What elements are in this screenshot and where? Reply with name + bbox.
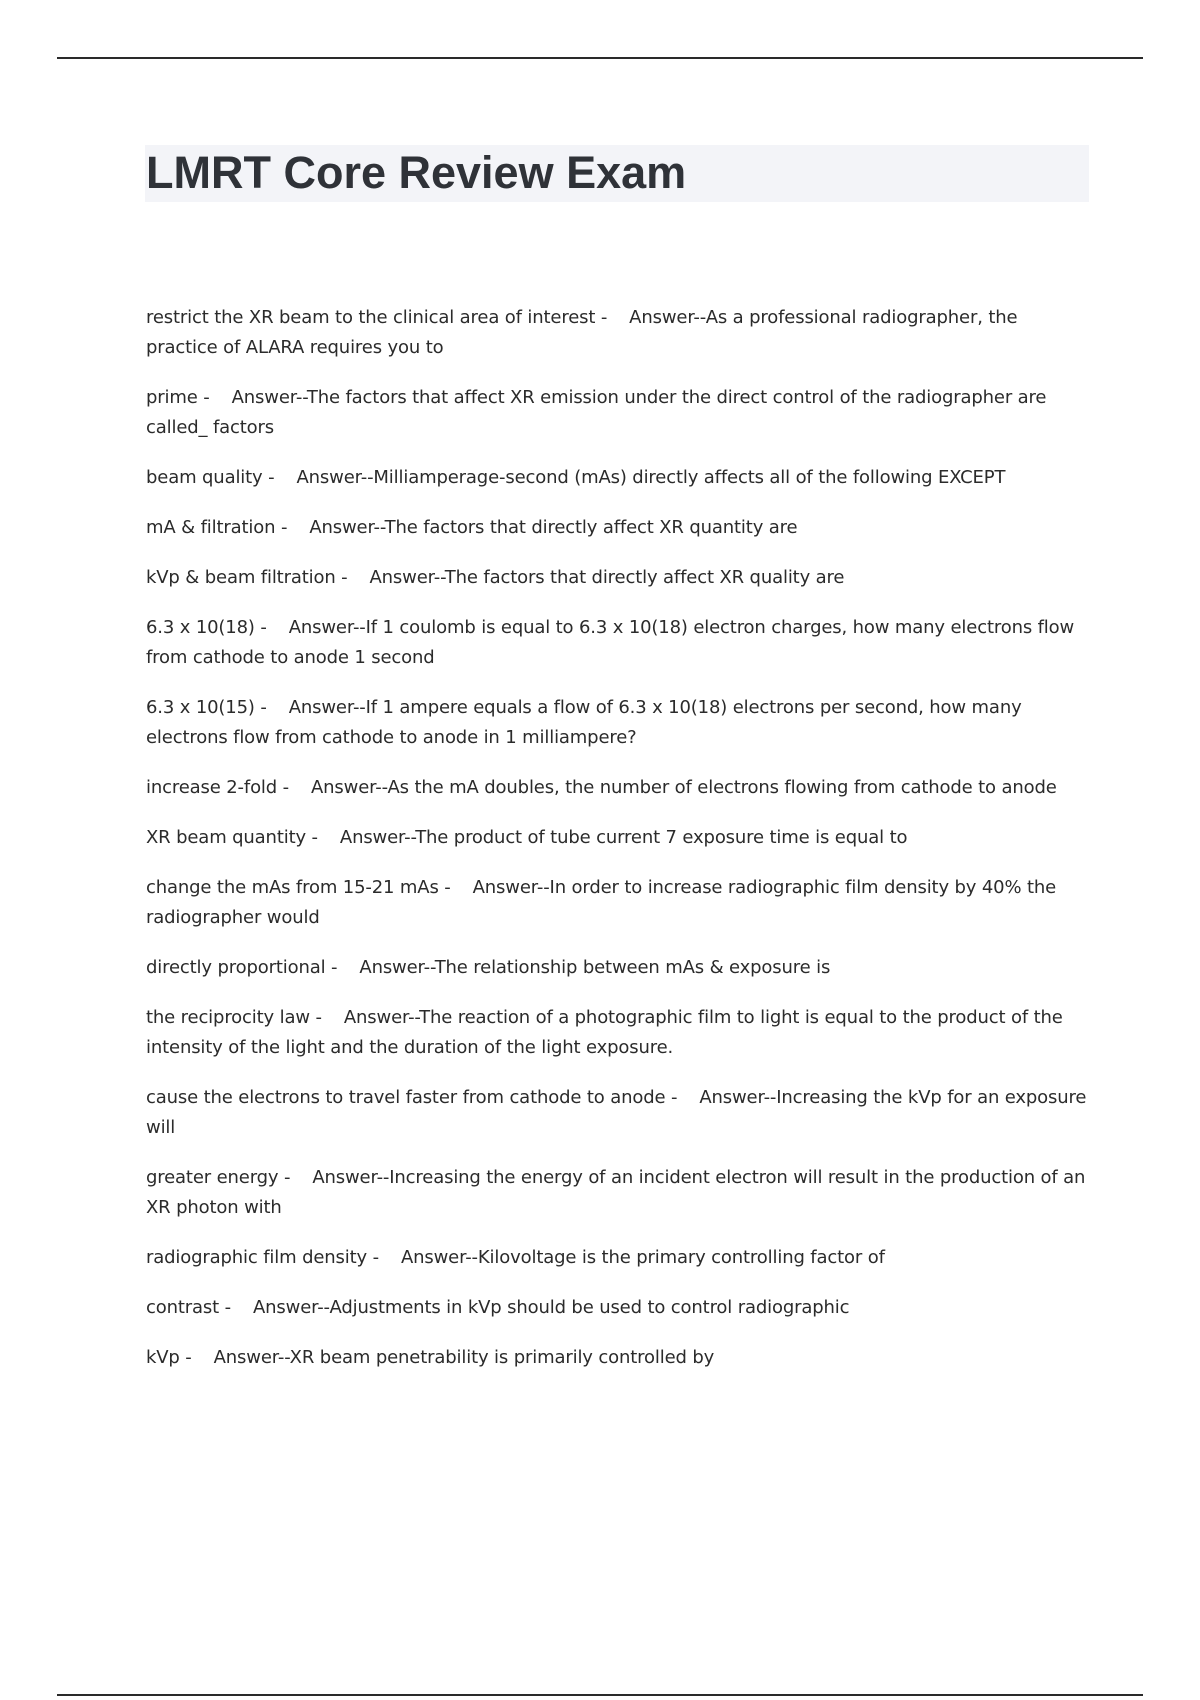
qa-question: Answer--As a professional radiographer, the practice of ALARA requires you to — [146, 307, 1018, 358]
qa-item — [146, 1343, 1090, 1373]
qa-question: Answer--If 1 coulomb is equal to 6.3 x 10(18) electron charges, how many electrons flow from cathode to anode 1 second — [146, 617, 1075, 668]
qa-answer: kVp & beam filtration - — [146, 567, 348, 588]
qa-item — [146, 613, 1090, 673]
qa-question: Answer--Increasing the kVp for an exposure will — [146, 1087, 1087, 1138]
qa-item — [146, 823, 1090, 853]
qa-question: Answer--Kilovoltage is the primary controlling factor of — [400, 1247, 885, 1268]
bottom-rule — [57, 1694, 1143, 1696]
top-rule — [57, 57, 1143, 59]
qa-item — [146, 513, 1090, 543]
qa-answer: increase 2-fold - — [146, 777, 289, 798]
qa-item — [146, 383, 1090, 443]
qa-answer: 6.3 x 10(18) - — [146, 617, 267, 638]
qa-answer: contrast - — [146, 1297, 231, 1318]
qa-item — [146, 303, 1090, 363]
qa-question: Answer--The factors that directly affect XR quality are — [369, 567, 845, 588]
qa-item — [146, 1083, 1090, 1143]
qa-question: Answer--The factors that affect XR emission under the direct control of the radiographer are called_ factors — [146, 387, 1047, 438]
qa-question: Answer--In order to increase radiographic film density by 40% the radiographer would — [146, 877, 1057, 928]
qa-question: Answer--The product of tube current 7 exposure time is equal to — [339, 827, 908, 848]
qa-question: Answer--Adjustments in kVp should be used to control radiographic — [252, 1297, 850, 1318]
qa-item — [146, 693, 1090, 753]
qa-question: Answer--The relationship between mAs & exposure is — [359, 957, 831, 978]
qa-question: Answer--XR beam penetrability is primarily controlled by — [213, 1347, 715, 1368]
qa-answer: directly proportional - — [146, 957, 338, 978]
qa-item — [146, 953, 1090, 983]
qa-question: Answer--Increasing the energy of an incident electron will result in the production of an XR photon with — [146, 1167, 1086, 1218]
qa-answer: cause the electrons to travel faster from cathode to anode - — [146, 1087, 678, 1108]
qa-answer: the reciprocity law - — [146, 1007, 322, 1028]
qa-answer: radiographic film density - — [146, 1247, 379, 1268]
qa-item — [146, 463, 1090, 493]
qa-answer: greater energy - — [146, 1167, 291, 1188]
qa-question: Answer--The factors that directly affect XR quantity are — [309, 517, 798, 538]
qa-item — [146, 1003, 1090, 1063]
qa-answer: beam quality - — [146, 467, 275, 488]
qa-list — [146, 303, 1090, 1393]
qa-item — [146, 1243, 1090, 1273]
qa-answer: change the mAs from 15-21 mAs - — [146, 877, 451, 898]
qa-question: Answer--The reaction of a photographic film to light is equal to the product of the intensity of the light and the duration of the light exposure. — [146, 1007, 1063, 1058]
qa-answer: kVp - — [146, 1347, 192, 1368]
qa-item — [146, 773, 1090, 803]
qa-item — [146, 1293, 1090, 1323]
qa-question: Answer--As the mA doubles, the number of electrons flowing from cathode to anode — [310, 777, 1057, 798]
page-title: LMRT Core Review Exam — [146, 147, 687, 198]
qa-answer: XR beam quantity - — [146, 827, 318, 848]
qa-question: Answer--If 1 ampere equals a flow of 6.3 x 10(18) electrons per second, how many electrons flow from cathode to anode in 1 milliampere? — [146, 697, 1022, 748]
qa-answer: prime - — [146, 387, 210, 408]
qa-item — [146, 1163, 1090, 1223]
qa-answer: restrict the XR beam to the clinical area of interest - — [146, 307, 608, 328]
qa-answer: 6.3 x 10(15) - — [146, 697, 267, 718]
qa-answer: mA & filtration - — [146, 517, 288, 538]
qa-question: Answer--Milliamperage-second (mAs) directly affects all of the following EXCEPT — [296, 467, 1006, 488]
qa-item — [146, 563, 1090, 593]
qa-item — [146, 873, 1090, 933]
